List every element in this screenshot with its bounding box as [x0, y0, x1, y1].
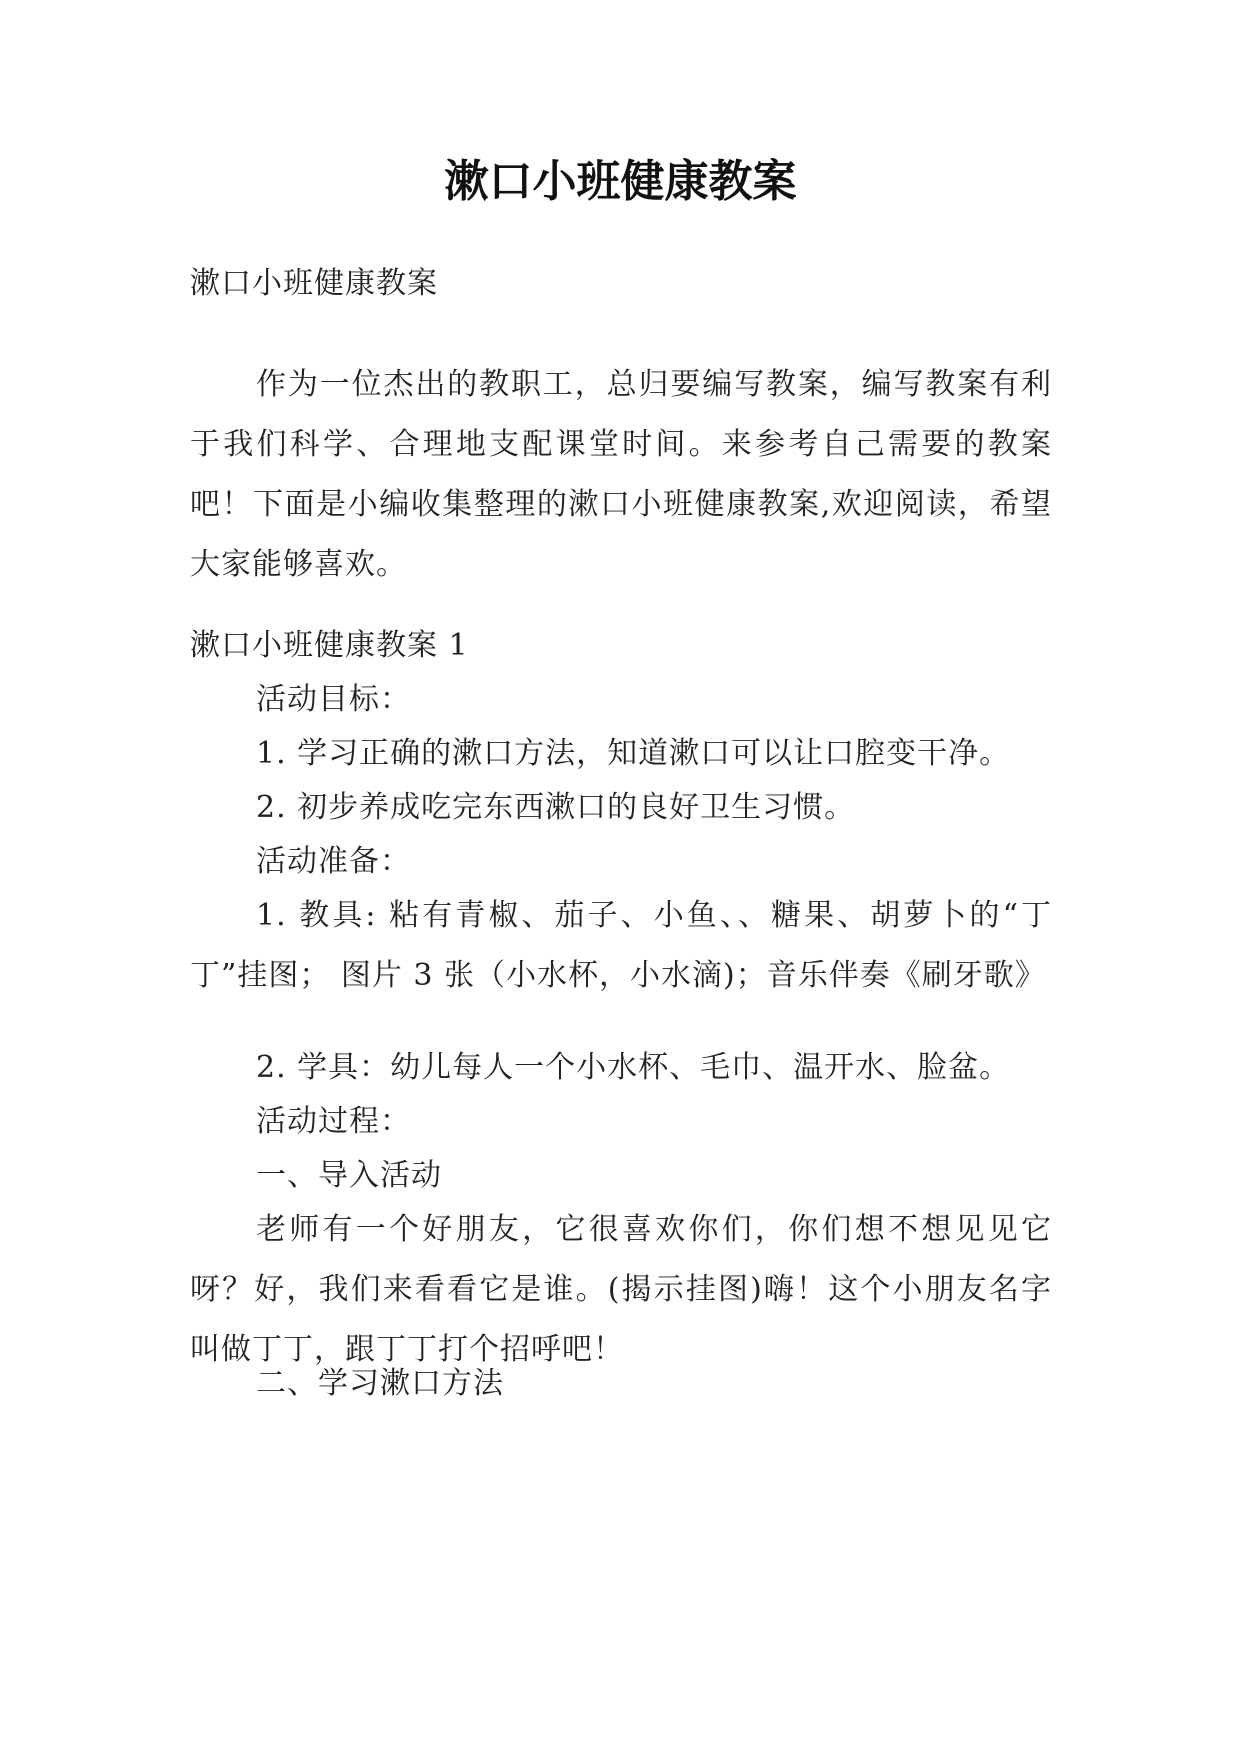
step-2-heading: 二、学习漱口方法	[256, 1366, 504, 1401]
goal-label: 活动目标：	[256, 682, 411, 717]
process-label: 活动过程：	[256, 1104, 411, 1139]
section-heading: 漱口小班健康教案 1	[190, 628, 469, 663]
prep-item-1: 1. 教具: 粘有青椒、茄子、小鱼、、糖果、胡萝卜的“丁丁”挂图； 图片 3 张（小水杯，小水滴)；音乐伴奏《刷牙歌》	[190, 898, 1052, 993]
goal-item-1: 1. 学习正确的漱口方法，知道漱口可以让口腔变干净。	[256, 736, 1011, 771]
prep-label: 活动准备：	[256, 844, 411, 879]
step-1-paragraph: 老师有一个好朋友，它很喜欢你们，你们想不想见见它呀？好，我们来看看它是谁。(揭示挂图)嗨！这个小朋友名字叫做丁丁，跟丁丁打个招呼吧！	[190, 1212, 1052, 1367]
goal-item-2: 2. 初步养成吃完东西漱口的良好卫生习惯。	[256, 790, 856, 825]
document-title: 漱口小班健康教案	[444, 156, 797, 207]
document-subtitle: 漱口小班健康教案	[190, 266, 438, 301]
step-1-heading: 一、导入活动	[256, 1158, 442, 1193]
prep-item-2: 2. 学具：幼儿每人一个小水杯、毛巾、温开水、脸盆。	[256, 1050, 1011, 1085]
intro-paragraph: 作为一位杰出的教职工，总归要编写教案，编写教案有利于我们科学、合理地支配课堂时间。来参考自己需要的教案吧！下面是小编收集整理的漱口小班健康教案,欢迎阅读，希望大家能够喜欢。	[190, 367, 1052, 582]
